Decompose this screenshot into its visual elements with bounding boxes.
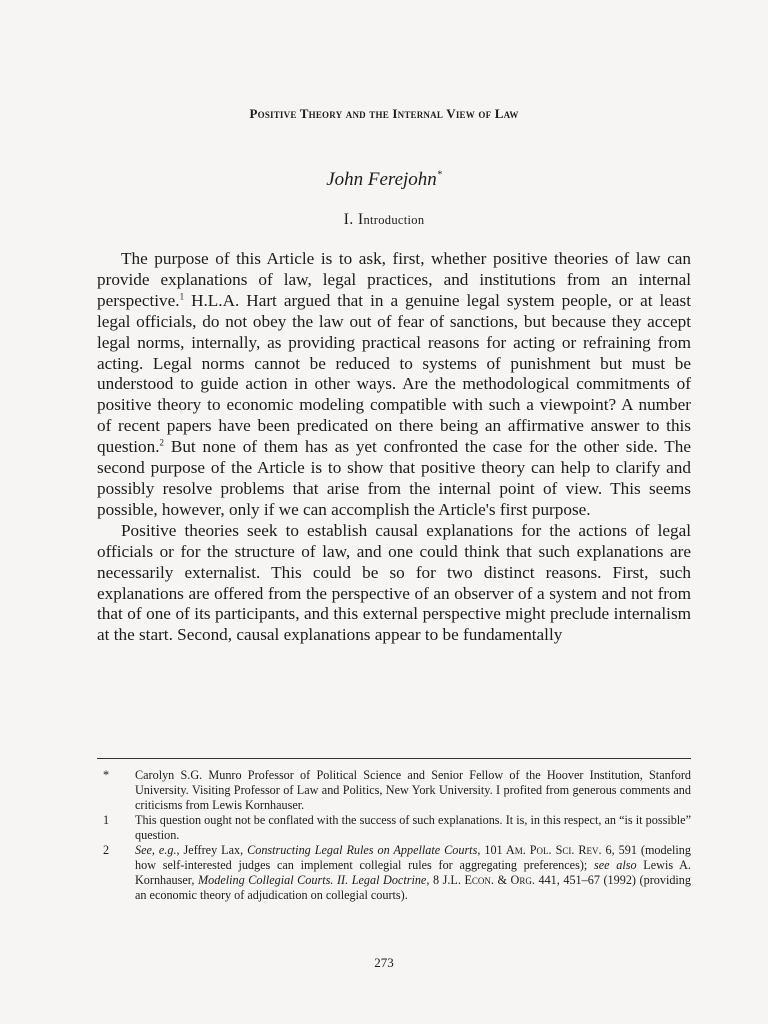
footnote-text bbox=[135, 768, 691, 813]
footnote bbox=[97, 843, 691, 903]
footnote bbox=[97, 813, 691, 843]
footnote-mark: 2 bbox=[103, 843, 110, 857]
author-name: John Ferejohn bbox=[326, 169, 437, 190]
paragraph-text: H.L.A. Hart argued that in a genuine legal system people, or at least legal officials, do not obey the law out of fear of sanctions, but because they accept legal norms, internally, as providing practical reasons for acting or refraining from acting. Legal norms cannot be reduced to systems of punishment but must be understood to guide action in other ways. Are the methodological commitments of positive theory to economic modeling compatible with such a viewpoint? A number of recent papers have been predicated on there being an affirmative answer to this question. bbox=[97, 290, 691, 457]
footnote-text-run: See, e.g. bbox=[135, 843, 177, 857]
footnote-text-run: rg bbox=[519, 873, 532, 887]
paragraph-text: Positive theories seek to establish causal explanations for the actions of legal officials or for the structure of law, and one could think that such explanations are necessarily externalist. This could be so for two distinct reasons. First, such explanations are offered from the perspective of an observer of a system and not from that of one of its participants, and this external perspective might preclude internalism at the start. Second, causal explanations appear to be fundamentally bbox=[97, 520, 691, 645]
section-title-initial: I bbox=[357, 211, 364, 228]
footnote-text-run: , Jeffrey Lax, bbox=[176, 843, 248, 857]
footnote-mark: * bbox=[103, 768, 110, 782]
section-title bbox=[358, 211, 425, 228]
footnote-text-run: Carolyn S.G. Munro Professor of Political Science and Senior Fellow of the Hoover Institution, Stanford University. Visiting Professor of Law and Politics, New York University. I profited from generous comments and criticisms from Lewis Kornhauser. bbox=[135, 768, 691, 812]
footnote-text-run: . 441, 451–67 (1992) (providing an economic theory of adjudication on collegial courts). bbox=[135, 873, 691, 902]
footnote-text-run: con bbox=[471, 873, 491, 887]
footnote-reference: 2 bbox=[159, 437, 165, 448]
paragraph-text: The purpose of this Article is to ask, first, whether positive theories of law can provide explanations of law, legal practices, and institutions from an internal perspective. bbox=[97, 249, 691, 310]
footnote-text-run: . S bbox=[548, 843, 563, 857]
footnote bbox=[97, 768, 691, 813]
section-numeral: I. bbox=[343, 211, 354, 228]
footnote-text-run: Lewis A. Kornhauser, bbox=[135, 858, 691, 887]
footnote-text-run: ev bbox=[586, 843, 599, 857]
footnote-text-run: see also bbox=[594, 858, 637, 872]
body-paragraph bbox=[97, 521, 691, 646]
section-heading bbox=[0, 211, 768, 229]
footnote-text-run: . 6, 591 (modeling how self-interested judges can implement collegial rules for aggregating preferences); bbox=[135, 843, 691, 872]
footnote-text-run: , 8 J.L. E bbox=[426, 873, 472, 887]
footnote-mark: 1 bbox=[103, 813, 110, 827]
footnote-text-run: . P bbox=[522, 843, 537, 857]
page-number: 273 bbox=[374, 955, 394, 970]
footnote-text-run: , 101 A bbox=[477, 843, 515, 857]
author-footnote-mark: * bbox=[436, 169, 442, 181]
footnote-divider bbox=[97, 758, 691, 759]
author-line bbox=[0, 169, 768, 191]
footnote-text-run: m bbox=[514, 843, 523, 857]
footnote-text-run: . R bbox=[571, 843, 587, 857]
footnote-text bbox=[135, 813, 691, 843]
footnote-text-run: Modeling Collegial Courts. II. Legal Doctrine bbox=[197, 873, 427, 887]
footnote-text-run: ci bbox=[562, 843, 572, 857]
footnote-text-run: ol bbox=[536, 843, 549, 857]
footnote-text-run: Constructing Legal Rules on Appellate Courts bbox=[247, 843, 478, 857]
paragraph-text: But none of them has as yet confronted the case for the other side. The second purpose of the Article is to show that positive theory can help to clarify and possibly resolve problems that arise from the internal point of view. This seems possible, however, only if we can accomplish the Article's first purpose. bbox=[97, 437, 691, 519]
section-title-rest: ntroduction bbox=[363, 213, 425, 227]
article-title: Positive Theory and the Internal View of Law bbox=[249, 106, 519, 121]
body-paragraph bbox=[97, 249, 691, 521]
footnotes bbox=[97, 768, 691, 903]
article-body bbox=[97, 249, 691, 646]
footnote-text bbox=[135, 843, 691, 903]
footnote-text-run: . & O bbox=[490, 873, 520, 887]
footnote-reference: 1 bbox=[179, 291, 185, 302]
footnote-text-run: This question ought not be conflated with the success of such explanations. It is, in this respect, an “is it possible” question. bbox=[135, 813, 691, 842]
